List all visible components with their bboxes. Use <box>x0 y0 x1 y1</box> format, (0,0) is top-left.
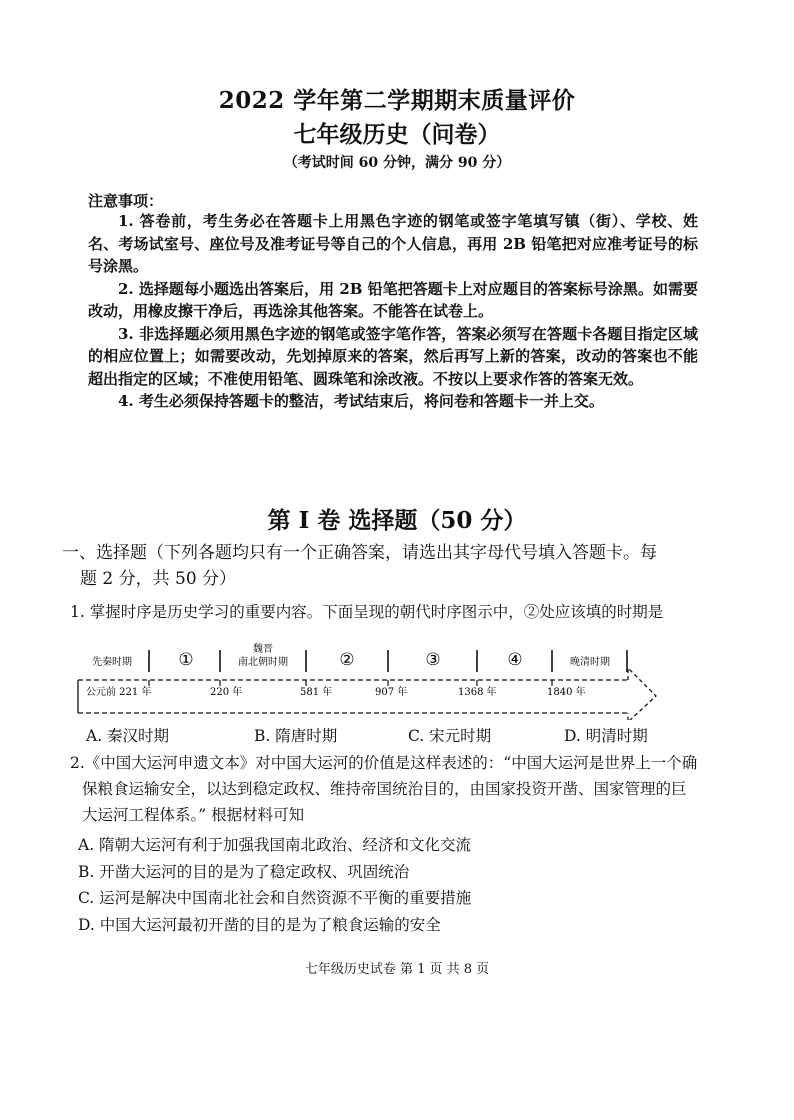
option-a: A. 秦汉时期 <box>86 727 170 745</box>
stem-line: 大运河工程体系。” 根据材料可知 <box>82 806 305 824</box>
year-label: 907 年 <box>375 687 408 698</box>
period-blank-2: ② <box>339 650 355 670</box>
option-a: A. 隋朝大运河有利于加强我国南北政治、经济和文化交流 <box>78 836 472 854</box>
dynasty-timeline <box>60 640 720 720</box>
period-blank-3: ③ <box>425 650 441 670</box>
period-label: 魏晋 <box>253 644 273 655</box>
period-label: 先秦时期 <box>92 657 132 668</box>
year-label: 公元前 221 年 <box>86 687 152 698</box>
option-b: B. 隋唐时期 <box>254 727 338 745</box>
page-footer: 七年级历史试卷 第 1 页 共 8 页 <box>304 962 490 977</box>
exam-time-score: （考试时间 60 分钟，满分 90 分） <box>283 155 511 171</box>
timeline-separators <box>149 650 627 672</box>
year-label: 1368 年 <box>458 687 497 698</box>
option-c: C. 宋元时期 <box>408 727 492 745</box>
notice-item: 2. 选择题每小题选出答案后，用 2B 铅笔把答题卡上对应题目的答案标号涂黑。如需要改动，用橡皮擦干净后，再选涂其他答案。不能答在试卷上。 <box>88 279 698 320</box>
option-c: C. 运河是解决中国南北社会和自然资源不平衡的重要措施 <box>78 889 472 907</box>
notice-item: 1. 答卷前，考生务必在答题卡上用黑色字迹的钢笔或签字笔填写镇（街）、学校、姓名、考场试室号、座位号及准考证号等自己的个人信息，再用 2B 铅笔把对应准考证号的标号涂黑。 <box>88 212 698 275</box>
question-2-options <box>78 832 698 938</box>
section-instruction <box>62 540 702 592</box>
year-label: 220 年 <box>210 687 243 698</box>
notice-item: 4. 考生必须保持答题卡的整洁，考试结束后，将问卷和答题卡一并上交。 <box>118 392 604 410</box>
option-b: B. 开凿大运河的目的是为了稳定政权、巩固统治 <box>78 862 410 881</box>
period-blank-4: ④ <box>507 650 523 670</box>
stem-line: 2.《中国大运河申遗文本》对中国大运河的价值是这样表述的：“中国大运河是世界上一个确 <box>70 754 698 772</box>
option-d: D. 明清时期 <box>564 727 648 745</box>
year-label: 581 年 <box>300 687 333 698</box>
option-d: D. 中国大运河最初开凿的目的是为了粮食运输的安全 <box>78 915 441 934</box>
year-label: 1840 年 <box>547 687 586 698</box>
period-blank-1: ① <box>178 650 194 670</box>
question-2-stem <box>70 750 710 828</box>
notices-list <box>88 210 698 413</box>
period-label: 晚清时期 <box>570 657 610 668</box>
instruction-line: 一、选择题（下列各题均只有一个正确答案，请选出其字母代号填入答题卡。每 <box>62 543 657 563</box>
section-title: 第 I 卷 选择题（50 分） <box>267 507 527 534</box>
period-label: 南北朝时期 <box>238 657 288 668</box>
instruction-line: 题 2 分，共 50 分） <box>80 569 237 589</box>
notice-item: 3. 非选择题必须用黑色字迹的钢笔或签字笔作答，答案必须写在答题卡各题目指定区域的相应位置上；如需要改动，先划掉原来的答案，然后再写上新的答案，改动的答案也不能超出指定的区域；不准使用铅笔、圆珠笔和涂改液。不按以上要求作答的答案无效。 <box>88 324 698 388</box>
notices-heading: 注意事项： <box>88 192 164 210</box>
exam-subject-title: 七年级历史（问卷） <box>293 121 501 148</box>
stem-line: 保粮食运输安全，以达到稳定政权、维持帝国统治目的，由国家投资开凿、国家管理的巨 <box>82 780 687 798</box>
exam-title: 2022 学年第二学期期末质量评价 <box>218 87 576 114</box>
question-1-stem: 1. 掌握时序是历史学习的重要内容。下面呈现的朝代时序图示中，②处应该填的时期是 <box>70 603 664 621</box>
year-ticks <box>149 680 552 686</box>
timeline-figure <box>60 640 720 720</box>
